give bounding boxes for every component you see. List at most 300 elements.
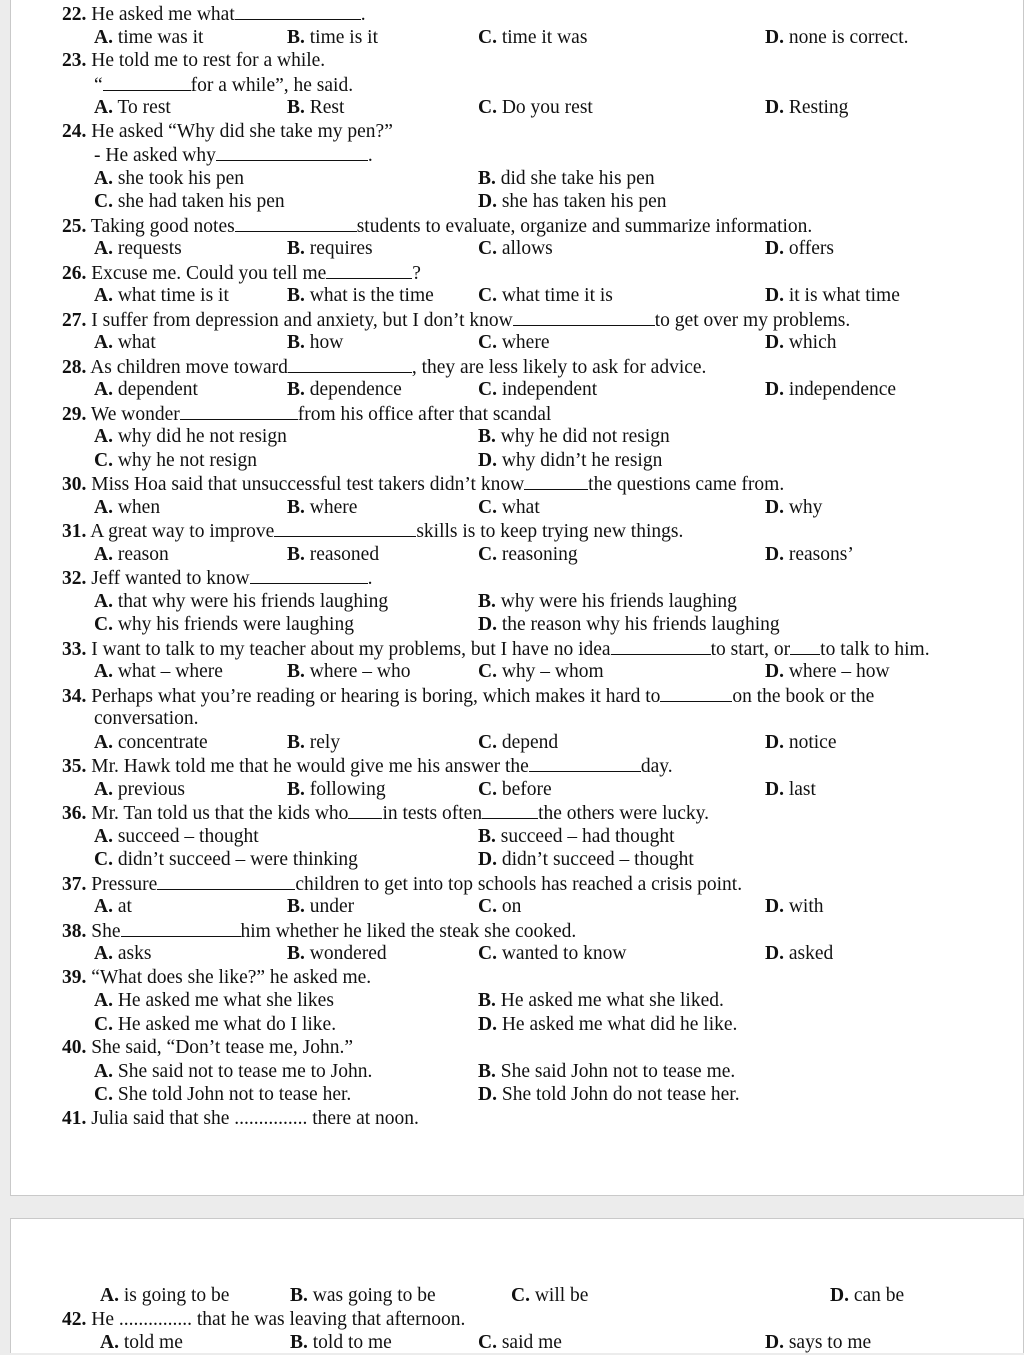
text-line — [0, 1013, 1014, 1037]
option-text: reasoned — [309, 544, 380, 565]
option-a[interactable] — [94, 237, 182, 261]
option-d[interactable] — [765, 543, 854, 567]
option-c[interactable] — [94, 848, 358, 872]
option-d[interactable] — [765, 660, 890, 684]
option-d[interactable] — [765, 496, 822, 520]
option-letter: A. — [94, 661, 113, 682]
option-a[interactable] — [94, 778, 185, 802]
question-stem — [62, 308, 850, 333]
question-number: 33. — [62, 639, 87, 660]
option-text: none is correct. — [788, 27, 909, 48]
option-b[interactable] — [287, 942, 387, 966]
option-text: where – who — [309, 661, 411, 682]
option-letter: D. — [478, 450, 497, 471]
option-letter: D. — [765, 779, 784, 800]
option-text: at — [117, 896, 132, 917]
option-text: what time it is — [501, 285, 613, 306]
stem-text: children to get into top schools has reached a crisis point. — [295, 874, 743, 895]
text-line — [0, 143, 1014, 167]
option-c[interactable] — [478, 942, 626, 966]
option-text: independent — [501, 379, 598, 400]
option-text: notice — [788, 732, 837, 753]
option-b[interactable] — [287, 543, 379, 567]
option-text: said me — [501, 1332, 562, 1353]
question-stem — [62, 1107, 419, 1131]
option-text: with — [788, 896, 824, 917]
option-c[interactable] — [94, 449, 257, 473]
answer-blank — [660, 684, 732, 702]
answer-blank — [288, 355, 412, 373]
option-text: asked — [788, 943, 834, 964]
stem-text: on the book or the — [732, 686, 875, 707]
question-stem — [62, 919, 576, 944]
option-c[interactable] — [94, 613, 354, 637]
question-number: 26. — [62, 263, 87, 284]
option-letter: C. — [478, 732, 497, 753]
option-a[interactable] — [94, 825, 259, 849]
option-b[interactable] — [287, 26, 378, 50]
option-b[interactable] — [287, 284, 434, 308]
option-a[interactable] — [94, 543, 169, 567]
option-b[interactable] — [287, 378, 402, 402]
option-c[interactable] — [478, 378, 597, 402]
option-c[interactable] — [478, 96, 593, 120]
stem-text: She — [91, 921, 121, 942]
option-letter: B. — [290, 1332, 308, 1353]
option-text: told me — [123, 1332, 183, 1353]
option-text: she had taken his pen — [117, 191, 285, 212]
text-line — [0, 684, 1014, 708]
option-text: can be — [853, 1285, 905, 1306]
option-b[interactable] — [287, 496, 357, 520]
option-letter: A. — [94, 238, 113, 259]
option-c[interactable] — [94, 1013, 336, 1037]
option-letter: D. — [478, 1084, 497, 1105]
option-text: concentrate — [117, 732, 208, 753]
option-a[interactable] — [94, 96, 171, 120]
option-b[interactable] — [287, 660, 410, 684]
option-letter: A. — [100, 1332, 119, 1353]
option-a[interactable] — [94, 26, 203, 50]
text-line — [0, 73, 1014, 97]
question-stem — [62, 120, 393, 144]
option-letter: D. — [765, 97, 784, 118]
option-text: Rest — [309, 97, 345, 118]
stem-text: Taking good notes — [90, 216, 235, 237]
answer-blank — [250, 566, 368, 584]
question-number: 27. — [62, 310, 87, 331]
option-text: why didn’t he resign — [501, 450, 663, 471]
option-text: Do you rest — [501, 97, 593, 118]
option-b[interactable] — [287, 237, 373, 261]
option-d[interactable] — [478, 613, 780, 637]
option-text: how — [309, 332, 344, 353]
option-letter: D. — [478, 1014, 497, 1035]
stem-text: skills is to keep trying new things. — [416, 521, 684, 542]
text-line — [0, 1308, 1014, 1332]
option-a[interactable] — [94, 895, 132, 919]
option-c[interactable] — [478, 778, 552, 802]
option-letter: B. — [287, 896, 305, 917]
text-line — [0, 543, 1014, 567]
option-d[interactable] — [830, 1284, 904, 1308]
option-letter: B. — [287, 497, 305, 518]
option-text: following — [309, 779, 386, 800]
option-letter: A. — [94, 426, 113, 447]
option-text: He asked me what did he like. — [501, 1014, 738, 1035]
option-a[interactable] — [94, 1060, 372, 1084]
option-c[interactable] — [478, 26, 587, 50]
text-line — [0, 214, 1014, 238]
text-line — [0, 1083, 1014, 1107]
option-d[interactable] — [478, 190, 666, 214]
stem-text: the others were lucky. — [538, 803, 710, 824]
option-letter: B. — [287, 27, 305, 48]
option-text: why he did not resign — [500, 426, 670, 447]
option-text: He asked me what she liked. — [500, 990, 724, 1011]
text-line — [0, 590, 1014, 614]
option-text: time was it — [117, 27, 204, 48]
option-a[interactable] — [94, 167, 244, 191]
option-text: why he not resign — [117, 450, 258, 471]
question-stem — [62, 1036, 353, 1060]
option-letter: D. — [765, 1332, 784, 1353]
question-number: 42. — [62, 1309, 87, 1330]
option-letter: D. — [478, 614, 497, 635]
answer-blank — [180, 402, 298, 420]
option-b[interactable] — [287, 895, 354, 919]
option-letter: C. — [94, 1014, 113, 1035]
option-a[interactable] — [94, 378, 198, 402]
option-text: under — [309, 896, 355, 917]
option-b[interactable] — [287, 96, 344, 120]
option-letter: A. — [94, 1061, 113, 1082]
option-a[interactable] — [100, 1331, 183, 1355]
question-stem — [62, 261, 421, 286]
question-stem — [62, 966, 371, 990]
option-letter: C. — [478, 285, 497, 306]
option-d[interactable] — [765, 26, 909, 50]
option-a[interactable] — [94, 660, 223, 684]
option-letter: C. — [478, 379, 497, 400]
option-text: where — [501, 332, 550, 353]
stem-text: He told me to rest for a while. — [91, 50, 326, 71]
stem-text: to talk to him. — [820, 639, 930, 660]
text-line — [0, 237, 1014, 261]
option-d[interactable] — [765, 96, 848, 120]
stem-text: . — [367, 145, 373, 166]
stem-text: from his office after that scandal — [297, 404, 552, 425]
option-letter: B. — [287, 661, 305, 682]
option-text: requests — [117, 238, 182, 259]
stem-text: the questions came from. — [588, 474, 785, 495]
question-number: 41. — [62, 1108, 87, 1129]
answer-blank — [326, 261, 412, 279]
option-letter: D. — [765, 285, 784, 306]
question-number: 22. — [62, 4, 87, 25]
option-letter: D. — [830, 1285, 849, 1306]
option-b[interactable] — [478, 825, 675, 849]
option-a[interactable] — [94, 331, 156, 355]
option-text: succeed – thought — [117, 826, 259, 847]
text-line — [0, 1060, 1014, 1084]
option-c[interactable] — [478, 660, 604, 684]
text-line — [0, 825, 1014, 849]
text-line — [0, 167, 1014, 191]
option-text: dependent — [117, 379, 198, 400]
option-text: asks — [117, 943, 152, 964]
stem-text: “ — [94, 75, 103, 96]
option-text: is going to be — [123, 1285, 230, 1306]
option-letter: B. — [478, 990, 496, 1011]
option-text: She said John not to tease me. — [500, 1061, 736, 1082]
text-line — [0, 566, 1014, 590]
option-c[interactable] — [478, 331, 549, 355]
option-text: She said not to tease me to John. — [117, 1061, 373, 1082]
question-number: 40. — [62, 1037, 87, 1058]
option-d[interactable] — [765, 895, 824, 919]
answer-blank — [103, 73, 191, 91]
option-text: it is what time — [788, 285, 900, 306]
option-text: time is it — [309, 27, 379, 48]
text-line — [0, 778, 1014, 802]
answer-blank — [524, 472, 588, 490]
option-c[interactable] — [94, 190, 285, 214]
option-a[interactable] — [94, 425, 287, 449]
stem-text: Excuse me. Could you tell me — [91, 263, 327, 284]
option-text: last — [788, 779, 816, 800]
option-c[interactable] — [478, 237, 553, 261]
option-c[interactable] — [478, 1331, 562, 1355]
option-letter: B. — [287, 238, 305, 259]
text-line — [0, 190, 1014, 214]
text-line — [0, 801, 1014, 825]
option-text: she has taken his pen — [501, 191, 667, 212]
option-c[interactable] — [478, 731, 558, 755]
option-d[interactable] — [478, 449, 662, 473]
answer-blank — [235, 2, 361, 20]
question-number: 36. — [62, 803, 87, 824]
text-line — [0, 2, 1014, 26]
option-c[interactable] — [478, 895, 521, 919]
option-letter: A. — [94, 990, 113, 1011]
option-d[interactable] — [478, 1083, 740, 1107]
option-text: she took his pen — [117, 168, 245, 189]
option-c[interactable] — [478, 496, 540, 520]
question-stem — [62, 2, 366, 27]
option-a[interactable] — [94, 496, 160, 520]
option-letter: B. — [478, 1061, 496, 1082]
option-letter: A. — [94, 97, 113, 118]
option-text: wondered — [309, 943, 387, 964]
option-b[interactable] — [287, 331, 343, 355]
option-letter: D. — [478, 849, 497, 870]
option-text: rely — [309, 732, 341, 753]
option-letter: B. — [287, 732, 305, 753]
text-line — [0, 49, 1014, 73]
option-letter: A. — [100, 1285, 119, 1306]
stem-text: “What does she like?” he asked me. — [91, 967, 372, 988]
question-number: 39. — [62, 967, 87, 988]
option-d[interactable] — [765, 237, 834, 261]
option-text: which — [788, 332, 837, 353]
option-letter: D. — [765, 238, 784, 259]
question-stem — [62, 519, 683, 544]
stem-text: . — [367, 568, 373, 589]
option-d[interactable] — [765, 1331, 871, 1355]
stem-text: He asked “Why did she take my pen?” — [91, 121, 393, 142]
question-number: 23. — [62, 50, 87, 71]
text-line — [0, 942, 1014, 966]
text-line — [0, 637, 1014, 661]
option-text: time it was — [501, 27, 588, 48]
option-text: will be — [534, 1285, 589, 1306]
text-line — [0, 919, 1014, 943]
option-text: She told John do not tease her. — [501, 1084, 740, 1105]
option-letter: B. — [287, 544, 305, 565]
answer-blank — [235, 214, 357, 232]
question-stem — [62, 1308, 465, 1332]
stem-text: Jeff wanted to know — [91, 568, 250, 589]
option-text: was going to be — [312, 1285, 436, 1306]
stem-text: to start, or — [710, 639, 791, 660]
text-line — [0, 1107, 1014, 1131]
option-b[interactable] — [478, 590, 737, 614]
stem-text: Mr. Tan told us that the kids who — [91, 803, 349, 824]
option-letter: D. — [765, 27, 784, 48]
option-d[interactable] — [478, 848, 694, 872]
option-b[interactable] — [290, 1331, 392, 1355]
stem-text: students to evaluate, organize and summarize information. — [356, 216, 813, 237]
option-letter: C. — [478, 544, 497, 565]
option-d[interactable] — [765, 378, 896, 402]
text-line — [0, 449, 1014, 473]
option-letter: D. — [478, 191, 497, 212]
text-line — [0, 1036, 1014, 1060]
text-line — [0, 1331, 1014, 1355]
option-a[interactable] — [94, 284, 229, 308]
question-number: 29. — [62, 404, 87, 425]
option-d[interactable] — [765, 731, 837, 755]
option-letter: D. — [765, 379, 784, 400]
option-d[interactable] — [478, 1013, 737, 1037]
answer-blank — [274, 519, 416, 537]
text-line — [0, 120, 1014, 144]
option-letter: A. — [94, 591, 113, 612]
option-a[interactable] — [94, 731, 208, 755]
option-text: why — [788, 497, 823, 518]
text-line — [0, 872, 1014, 896]
option-letter: D. — [765, 661, 784, 682]
option-letter: A. — [94, 497, 113, 518]
option-letter: C. — [94, 849, 113, 870]
option-text: where – how — [788, 661, 890, 682]
question-stem — [62, 872, 742, 897]
answer-blank — [348, 801, 382, 819]
option-letter: B. — [287, 379, 305, 400]
option-text: reasoning — [501, 544, 578, 565]
stem-text: Pressure — [91, 874, 158, 895]
answer-blank — [611, 637, 711, 655]
question-stem — [62, 402, 551, 427]
option-b[interactable] — [478, 425, 670, 449]
question-number: 32. — [62, 568, 87, 589]
option-letter: B. — [478, 168, 496, 189]
option-letter: D. — [765, 896, 784, 917]
option-letter: C. — [478, 497, 497, 518]
option-a[interactable] — [94, 989, 334, 1013]
option-b[interactable] — [478, 989, 724, 1013]
text-line — [0, 1284, 1014, 1308]
option-text: reason — [117, 544, 169, 565]
option-text: says to me — [788, 1332, 872, 1353]
option-c[interactable] — [478, 543, 578, 567]
option-b[interactable] — [287, 731, 340, 755]
option-text: offers — [788, 238, 834, 259]
answer-blank — [121, 919, 241, 937]
option-letter: A. — [94, 779, 113, 800]
option-text: why his friends were laughing — [117, 614, 354, 635]
option-a[interactable] — [94, 942, 151, 966]
option-letter: A. — [94, 285, 113, 306]
text-line — [0, 496, 1014, 520]
stem-text: Julia said that she ............... there at noon. — [91, 1108, 419, 1129]
option-letter: C. — [478, 238, 497, 259]
option-letter: B. — [287, 97, 305, 118]
option-text: dependence — [309, 379, 402, 400]
option-a[interactable] — [94, 590, 388, 614]
option-text: succeed – had thought — [500, 826, 675, 847]
option-c[interactable] — [478, 284, 613, 308]
text-line — [0, 261, 1014, 285]
stem-text: - He asked why — [94, 145, 216, 166]
option-text: that why were his friends laughing — [117, 591, 389, 612]
question-number: 31. — [62, 521, 87, 542]
text-line — [0, 402, 1014, 426]
text-line — [0, 308, 1014, 332]
option-letter: B. — [478, 426, 496, 447]
option-b[interactable] — [478, 1060, 735, 1084]
stem-text: . — [360, 4, 366, 25]
question-number: 38. — [62, 921, 87, 942]
option-b[interactable] — [478, 167, 655, 191]
option-letter: A. — [94, 27, 113, 48]
option-text: why were his friends laughing — [500, 591, 737, 612]
stem-text: Perhaps what you’re reading or hearing is boring, which makes it hard to — [91, 686, 661, 707]
option-c[interactable] — [511, 1284, 588, 1308]
stem-text: I want to talk to my teacher about my problems, but I have no idea — [91, 639, 611, 660]
option-d[interactable] — [765, 284, 900, 308]
option-b[interactable] — [287, 778, 386, 802]
option-text: depend — [501, 732, 559, 753]
option-text: He asked me what she likes — [117, 990, 334, 1011]
option-letter: A. — [94, 732, 113, 753]
option-letter: A. — [94, 826, 113, 847]
option-text: before — [501, 779, 552, 800]
option-letter: C. — [94, 614, 113, 635]
option-letter: B. — [287, 285, 305, 306]
option-a[interactable] — [100, 1284, 229, 1308]
option-letter: A. — [94, 544, 113, 565]
stem-text: I suffer from depression and anxiety, but I don’t know — [91, 310, 513, 331]
option-d[interactable] — [765, 778, 816, 802]
option-b[interactable] — [290, 1284, 436, 1308]
option-c[interactable] — [94, 1083, 351, 1107]
option-text: why – whom — [501, 661, 604, 682]
option-d[interactable] — [765, 942, 833, 966]
option-d[interactable] — [765, 331, 837, 355]
answer-blank — [157, 872, 295, 890]
